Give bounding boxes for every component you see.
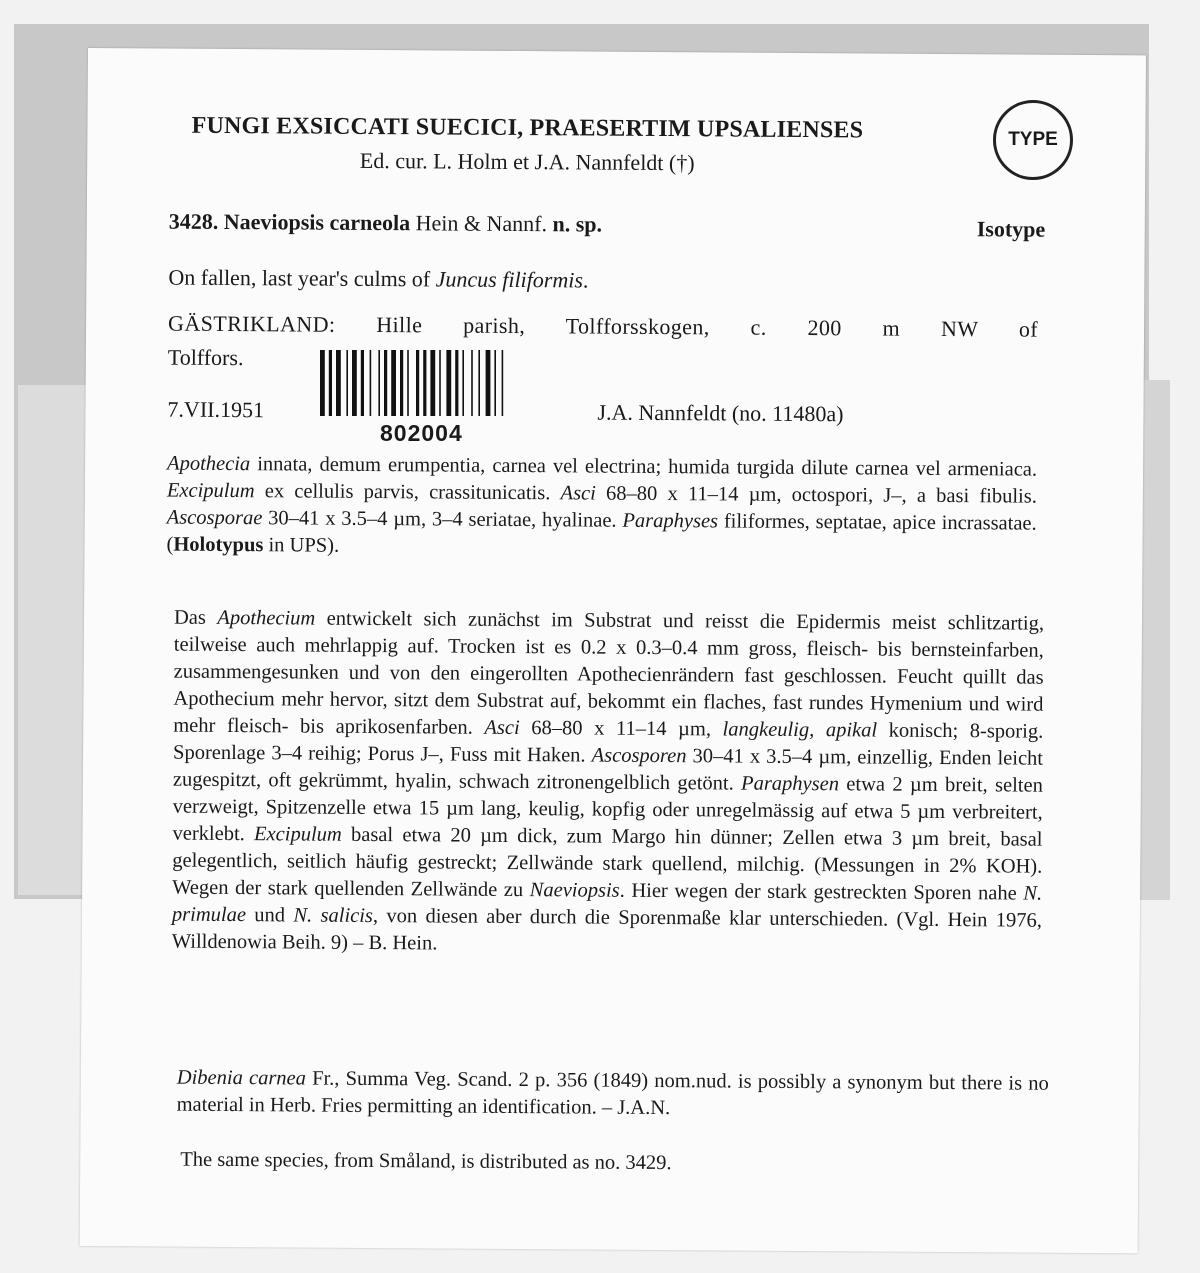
german-term: Asci [484, 716, 520, 740]
latin-term: Paraphyses [622, 509, 719, 533]
german-text: . Hier wegen der stark gestreckten Sporen nahe [619, 879, 1024, 905]
latin-text: in UPS). [263, 534, 340, 557]
locality-line-2: Tolffors. [167, 344, 244, 371]
taxon-novelty: n. sp. [552, 211, 603, 237]
type-status: Isotype [976, 216, 1046, 242]
collection-date: 7.VII.1951 [167, 396, 265, 423]
exsiccata-label [80, 48, 1146, 1253]
substrate-suffix: . [582, 267, 589, 293]
german-text: und [245, 904, 294, 927]
series-title: FUNGI EXSICCATI SUECICI, PRAESERTIM UPSALIENSES [191, 112, 864, 144]
type-stamp: TYPE [993, 100, 1073, 180]
collector: J.A. Nannfeldt (no. 11480a) [597, 399, 844, 427]
taxon-name: Naeviopsis carneola [223, 208, 411, 236]
german-text: etwa 2 µm breit, selten verzweigt, Spitzenzelle etwa 15 µm lang, keulig, kopfig oder unregelmässig auf etwa 5 µm verbreitert, verklebt. [172, 773, 1043, 846]
german-description [172, 605, 1044, 962]
barcode-image [318, 350, 550, 416]
german-term: Apothecium [217, 606, 316, 630]
holotypus-label: Holotypus [173, 533, 264, 557]
german-text: 30–41 x 3.5–4 µm, einzellig, Enden leicht zugespitzt, oft gekrümmt, hyalin, schwach zitronengelblich getönt. [172, 745, 1044, 795]
german-term: N. salicis [293, 904, 374, 928]
german-term: langkeulig, apikal [722, 718, 878, 742]
latin-term: Apothecia [167, 452, 251, 476]
german-text: , von diesen aber durch die Sporenmaße klar unterschieden. (Vgl. Hein 1976, Willdenowia Beih. 9) – B. Hein. [171, 905, 1042, 955]
german-term: Paraphysen [741, 772, 840, 796]
german-text: konisch; 8-sporig. Sporenlage 3–4 reihig; Porus J–, Fuss mit Haken. [173, 719, 1044, 767]
latin-term: Ascosporae [166, 506, 263, 530]
german-text: 68–80 x 11–14 µm, [519, 717, 723, 741]
synonym-name: Dibenia carnea [176, 1066, 307, 1090]
synonym-text: Fr., Summa Veg. Scand. 2 p. 356 (1849) nom.nud. is possibly a synonym but there is no material in Herb. Fries permitting an identification. – J.A.N. [176, 1067, 1049, 1120]
latin-text: ex cellulis parvis, crassitunicatis. [254, 480, 561, 505]
german-term: Naeviopsis [529, 879, 620, 902]
german-text: Das [173, 606, 218, 629]
latin-text: innata, demum erumpentia, carnea vel electrina; humida turgida dilute carnea vel armeniaca. [250, 453, 1038, 481]
synonym-note [177, 1065, 1049, 1125]
substrate-line [168, 265, 1068, 297]
latin-term: Excipulum [166, 479, 255, 503]
taxon-authority: Hein & Nannf. [415, 210, 548, 237]
editors-line: Ed. cur. L. Holm et J.A. Nannfeldt (†) [359, 147, 695, 176]
substrate-prefix: On fallen, last year's culms of [168, 264, 436, 292]
german-text: basal etwa 20 µm dick, zum Margo hin dünner; Zellen etwa 3 µm breit, basal gelegentlich, seitlich häufig gestreckt; Zellwände stark quellend, milchig. (Messungen in 2% KOH). Wegen der stark quellenden Zellwände zu [172, 823, 1043, 902]
latin-text: 30–41 x 3.5–4 µm, 3–4 seriatae, hyalinae. [262, 507, 623, 532]
host-name: Juncus filiformis [435, 266, 584, 293]
german-term: Excipulum [254, 823, 342, 846]
specimen-heading [169, 209, 1069, 241]
german-text: entwickelt sich zunächst im Substrat und reisst die Epidermis meist schlitzartig, teilweise auch mehrlappig auf. Trocken ist es 0.2 x 0.3–0.4 mm gross, fleisch- bis bernsteinfarben, zusammengesunken und von den eingerollten Apothecienrändern fast geschlossen. Feucht quillt das Apothecium mehr hervor, sitzt dem Substrat auf, bekommt ein flaches, fast rundes Hymenium und wird mehr fleisch- bis aprikosenfarben. [173, 607, 1045, 739]
locality-line-1: GÄSTRIKLAND: Hille parish, Tolfforsskogen, c. 200 m NW of [167, 310, 1039, 342]
latin-text: 68–80 x 11–14 µm, octospori, J–, a basi fibulis. [595, 482, 1037, 508]
german-term: N. primulae [171, 882, 1043, 927]
latin-diagnosis [166, 451, 1037, 565]
barcode-number: 802004 [380, 420, 463, 446]
latin-text: filiformes, septatae, apice incrassatae. ( [166, 510, 1037, 556]
distribution-note: The same species, from Småland, is distributed as no. 3429. [180, 1148, 672, 1175]
specimen-number: 3428. [168, 208, 219, 234]
german-term: Ascosporen [591, 744, 687, 768]
latin-term: Asci [560, 482, 596, 505]
